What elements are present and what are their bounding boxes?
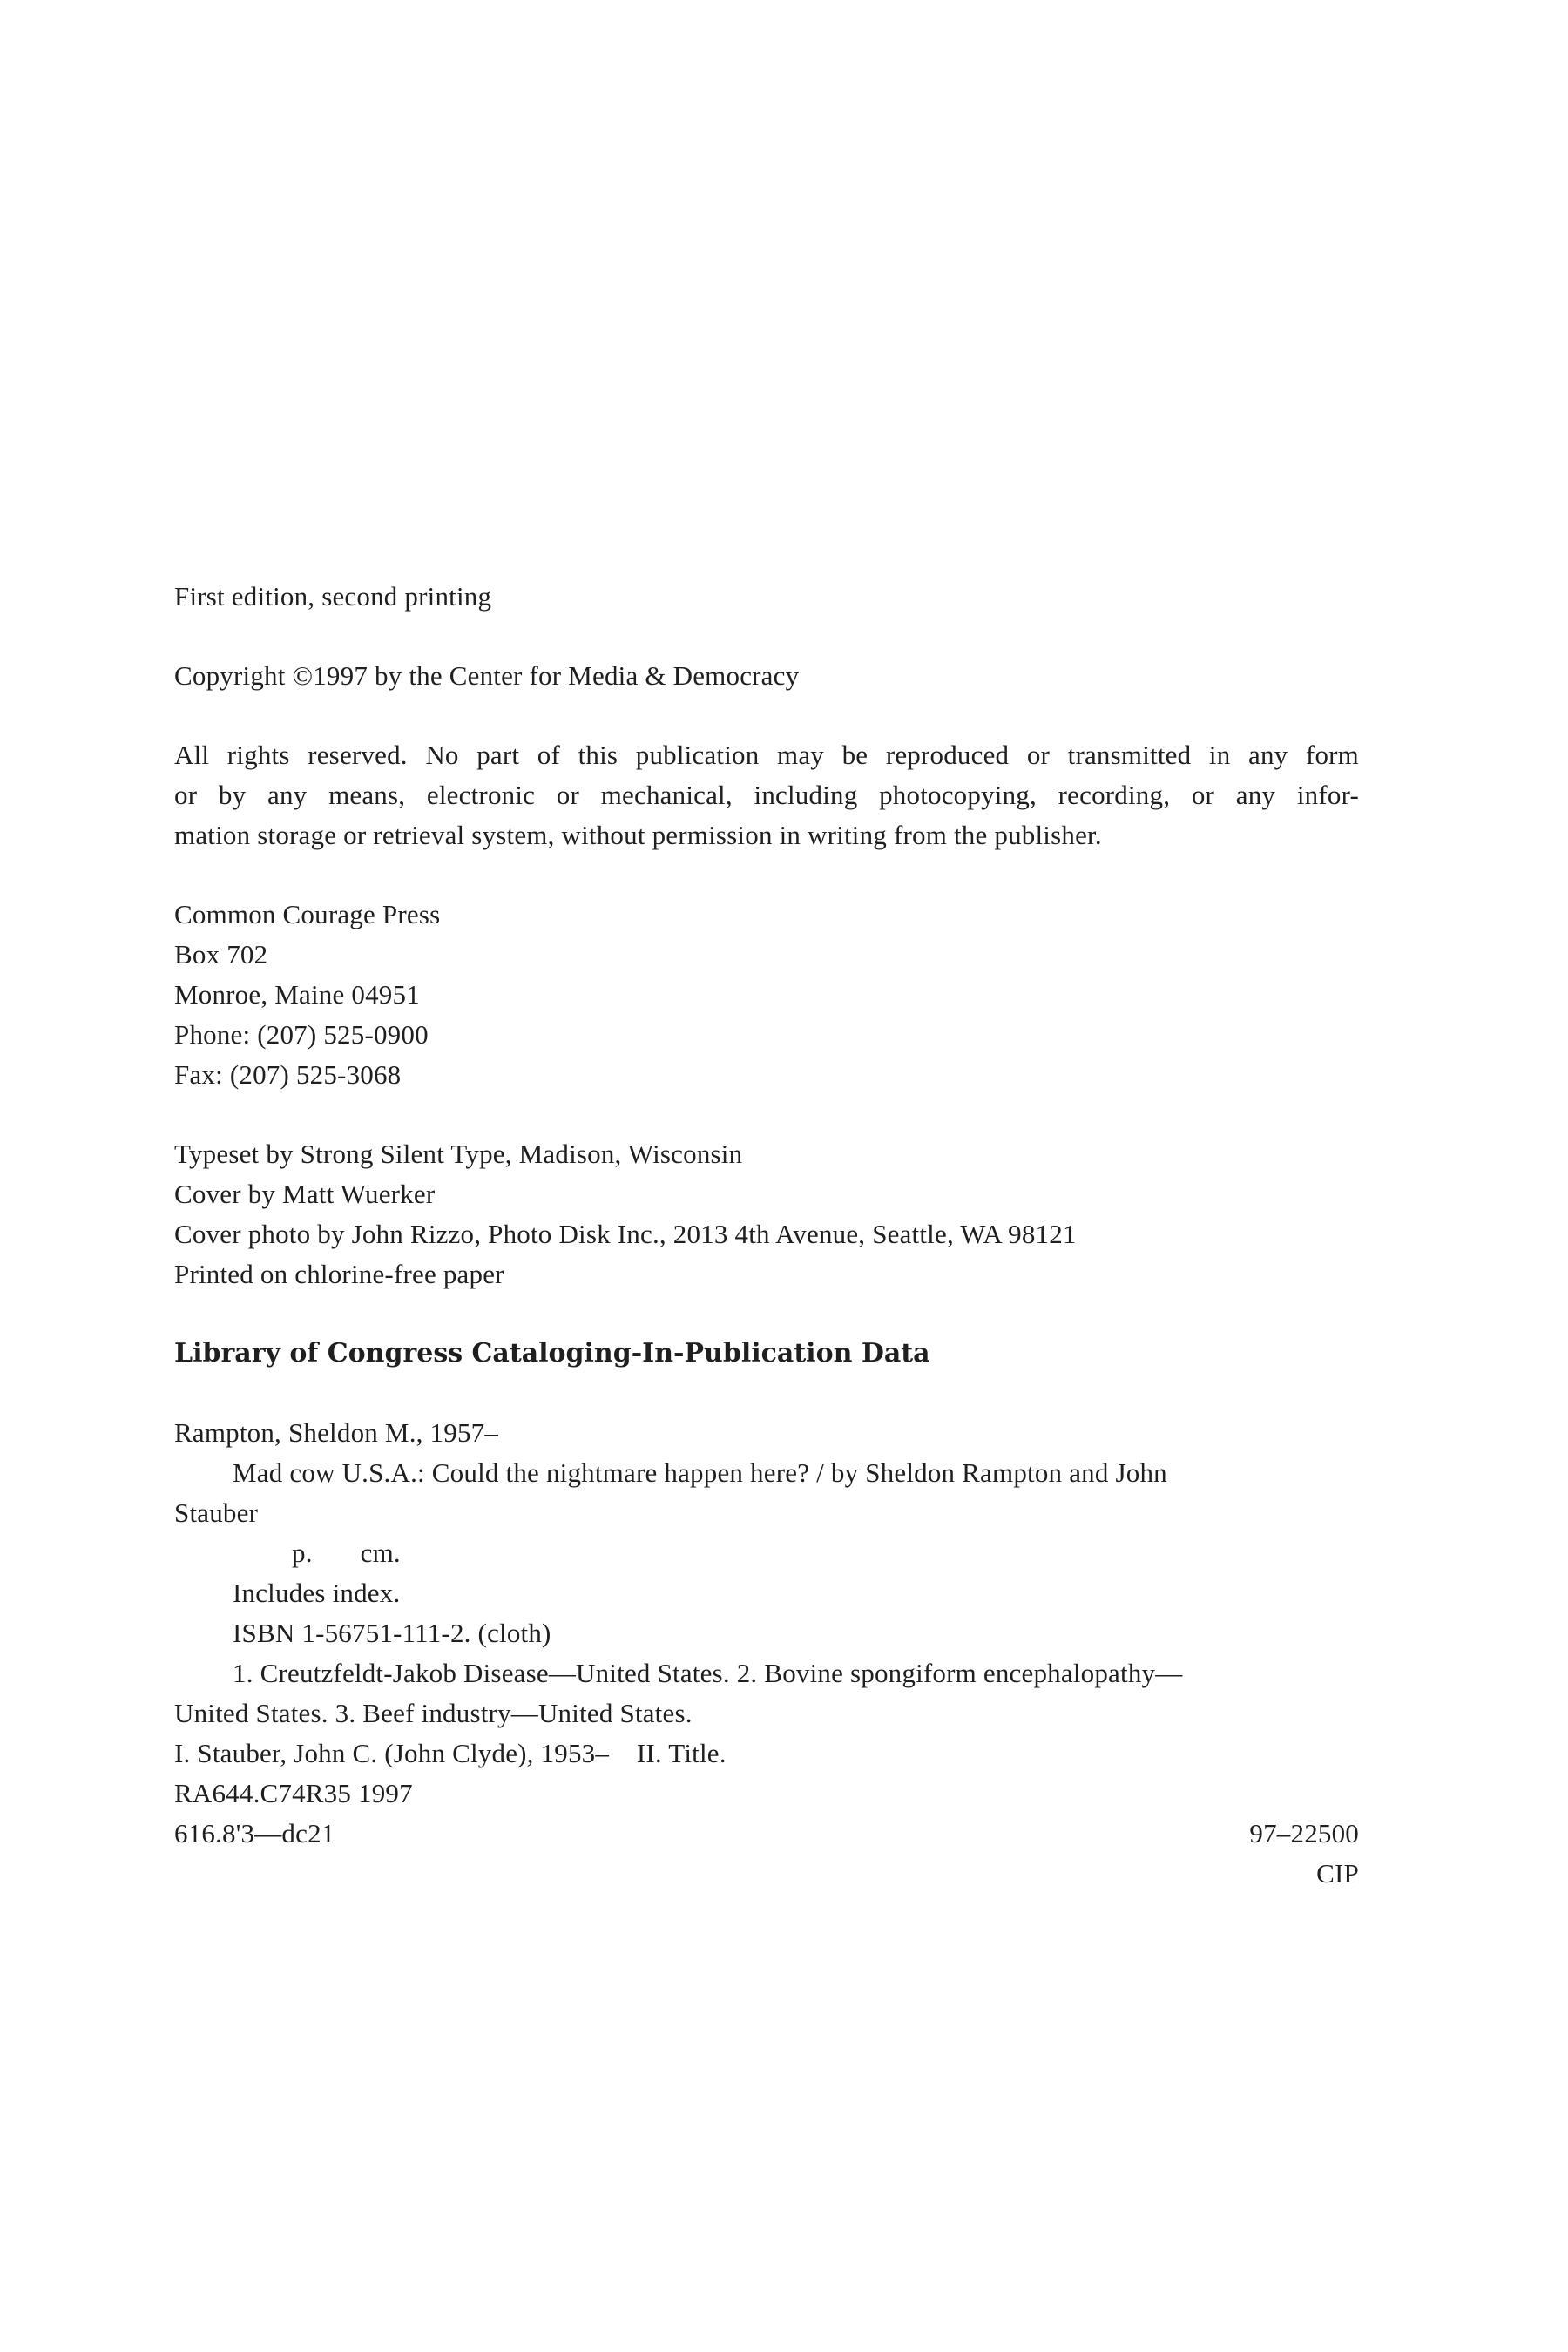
publisher-phone: Phone: (207) 525-0900 (174, 1019, 429, 1050)
spacer (174, 855, 1359, 895)
cip-heading: Library of Congress Cataloging-In-Publication Data (174, 1338, 930, 1369)
cip-added-entries (174, 1734, 1359, 1774)
cip-subjects-line-2: United States. 3. Beef industry—United States. (174, 1698, 693, 1728)
publisher-name: Common Courage Press (174, 899, 441, 929)
cover-photo-credit: Cover photo by John Rizzo, Photo Disk Inc., 2013 4th Avenue, Seattle, WA 98121 (174, 1219, 1077, 1249)
spacer (174, 1095, 1359, 1134)
spacer (174, 1374, 1359, 1413)
rights-line-1: All rights reserved. No part of this publication may be reproduced or transmitted in any form (174, 740, 1359, 770)
paper-note: Printed on chlorine-free paper (174, 1259, 504, 1289)
cip-author: Rampton, Sheldon M., 1957– (174, 1417, 499, 1448)
cip-title-line-1: Mad cow U.S.A.: Could the nightmare happen here? / by Sheldon Rampton and John (233, 1457, 1167, 1488)
cip-dewey-row (174, 1814, 1359, 1854)
cip-lc-class: RA644.C74R35 1997 (174, 1778, 413, 1808)
cip-added-title: II. Title. (636, 1738, 727, 1768)
rights-line-2: or by any means, electronic or mechanical, including photocopying, recording, or any infor- (174, 780, 1359, 810)
rights-line-3: mation storage or retrieval system, without permission in writing from the publisher. (174, 820, 1102, 850)
edition-line: First edition, second printing (174, 581, 492, 612)
cip-mark: CIP (1316, 1858, 1359, 1889)
spacer (174, 1294, 1359, 1334)
cip-record (174, 1413, 1359, 1894)
publisher-address (174, 895, 1359, 1095)
publisher-city: Monroe, Maine 04951 (174, 979, 420, 1010)
cip-size: cm. (360, 1538, 401, 1568)
cip-dewey: 616.8'3—dc21 (174, 1818, 335, 1848)
publisher-fax: Fax: (207) 525-3068 (174, 1059, 402, 1090)
copyright-page (174, 577, 1359, 1894)
typeset-credit: Typeset by Strong Silent Type, Madison, Wisconsin (174, 1139, 743, 1169)
cip-pages: p. (292, 1538, 313, 1568)
cip-collation (174, 1533, 1359, 1573)
spacer (174, 617, 1359, 656)
publisher-box: Box 702 (174, 939, 268, 970)
production-credits (174, 1134, 1359, 1294)
cip-subjects-line-1: 1. Creutzfeldt-Jakob Disease—United States. 2. Bovine spongiform encephalopathy— (233, 1658, 1183, 1688)
cip-title-line-2: Stauber (174, 1497, 259, 1528)
cip-isbn: ISBN 1-56751-111-2. (cloth) (233, 1618, 551, 1648)
spacer (174, 696, 1359, 735)
cip-added-author: I. Stauber, John C. (John Clyde), 1953– (174, 1738, 610, 1768)
cip-index-note: Includes index. (233, 1578, 401, 1608)
rights-paragraph (174, 735, 1359, 855)
cip-lccn: 97–22500 (1249, 1818, 1359, 1848)
copyright-line: Copyright ©1997 by the Center for Media & Democracy (174, 660, 800, 691)
cover-credit: Cover by Matt Wuerker (174, 1179, 436, 1209)
